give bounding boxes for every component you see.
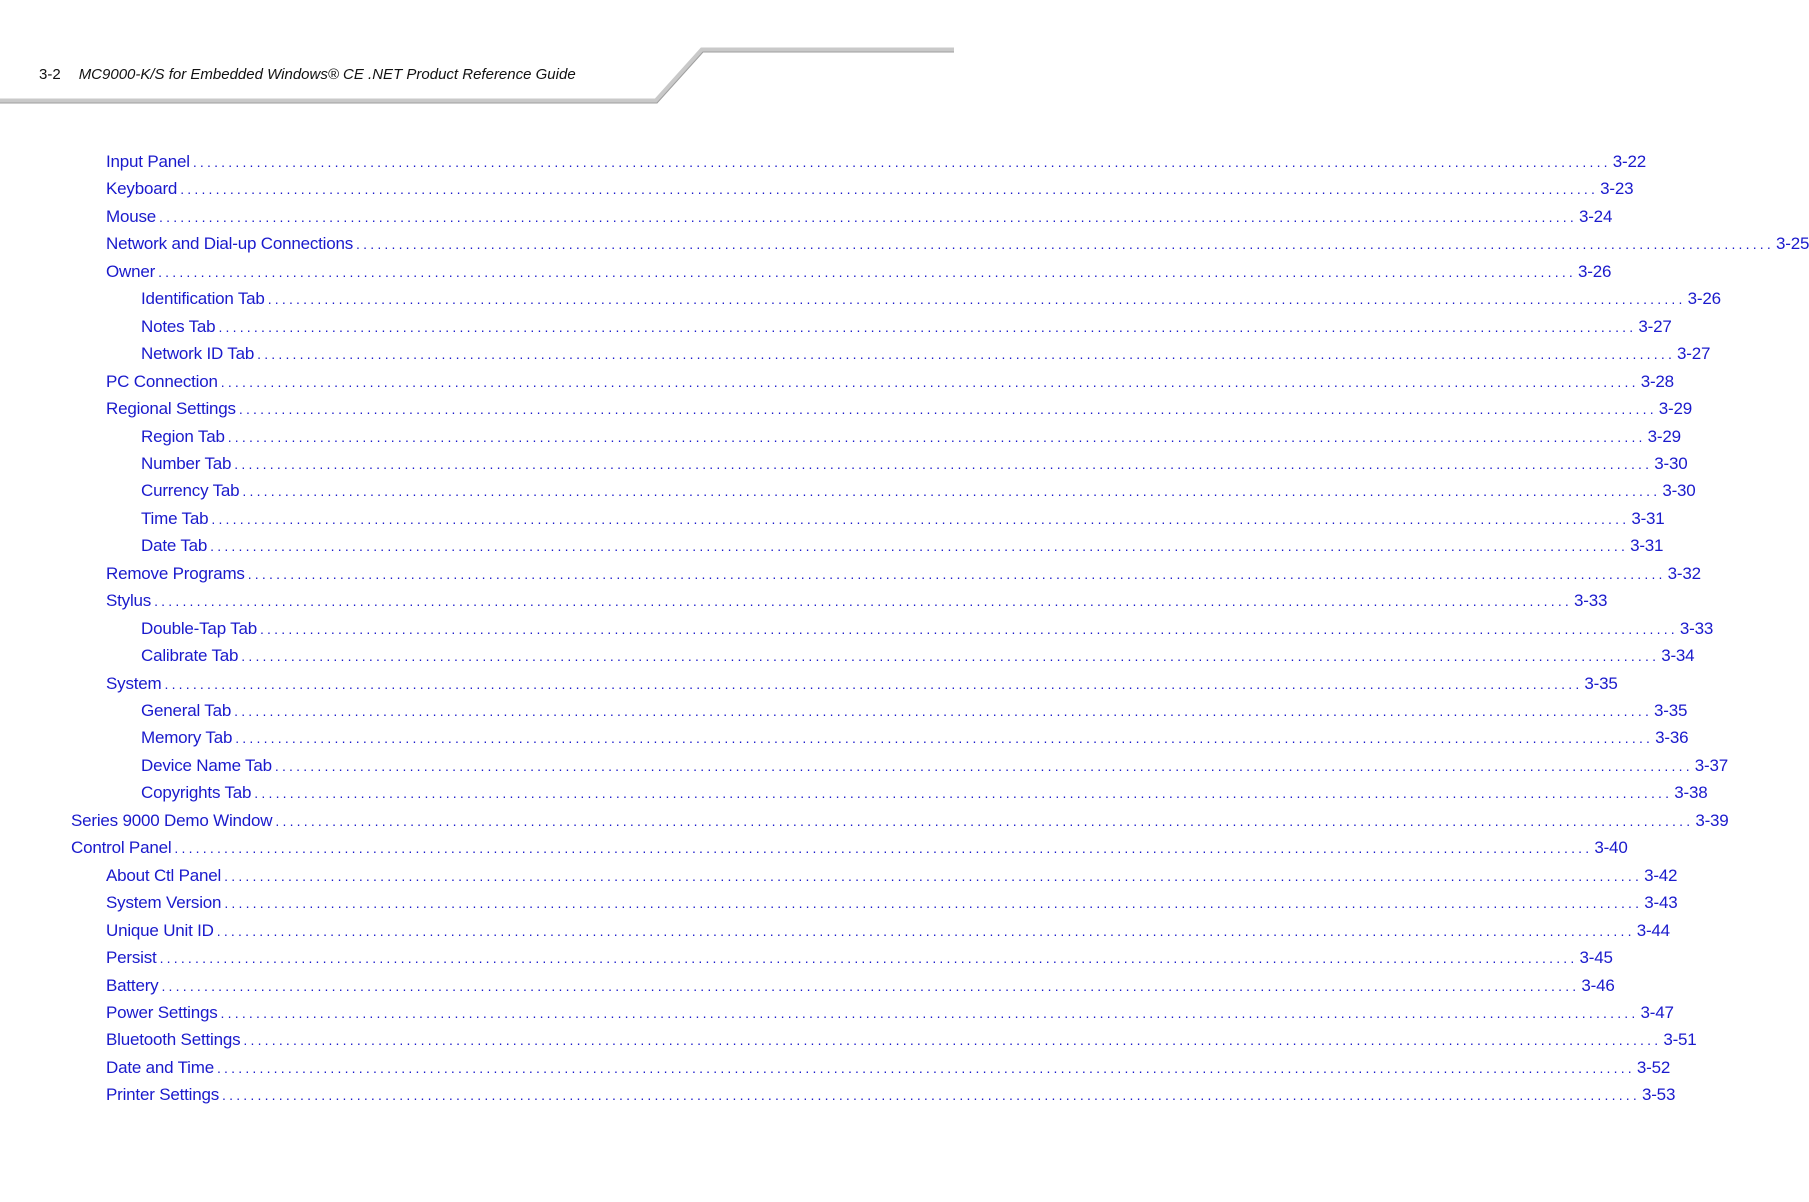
toc-entry-label: Network ID Tab bbox=[141, 344, 255, 364]
toc-dot-leader: ........................................................................................................................................................................................................ bbox=[164, 675, 1583, 692]
toc-entry-label: Copyrights Tab bbox=[141, 783, 252, 803]
toc-entry[interactable] bbox=[141, 536, 1664, 560]
toc-entry[interactable] bbox=[106, 1030, 1697, 1054]
toc-dot-leader: ........................................................................................................................................................................................................ bbox=[227, 428, 1646, 445]
toc-dot-leader: ........................................................................................................................................................................................................ bbox=[242, 483, 1661, 500]
toc-entry-label: Stylus bbox=[106, 591, 152, 611]
toc-entry[interactable] bbox=[106, 673, 1618, 698]
toc-dot-leader: ........................................................................................................................................................................................................ bbox=[161, 977, 1580, 994]
toc-entry[interactable] bbox=[106, 399, 1693, 423]
toc-entry[interactable] bbox=[106, 261, 1612, 286]
toc-entry-label: Network and Dial-up Connections bbox=[106, 234, 354, 254]
toc-entry[interactable] bbox=[106, 206, 1613, 231]
toc-entry-page: 3-33 bbox=[1679, 618, 1714, 638]
toc-entry-label: Currency Tab bbox=[141, 481, 240, 501]
toc-entry[interactable] bbox=[106, 865, 1678, 890]
toc-dot-leader: ........................................................................................................................................................................................................ bbox=[241, 648, 1660, 665]
toc-entry-page: 3-25 bbox=[1775, 234, 1809, 254]
toc-entry-label: System bbox=[106, 673, 162, 693]
toc-dot-leader: ........................................................................................................................................................................................................ bbox=[259, 620, 1678, 637]
toc-entry[interactable] bbox=[141, 481, 1696, 505]
toc-entry[interactable] bbox=[141, 728, 1689, 752]
toc-entry-page: 3-27 bbox=[1638, 316, 1672, 336]
toc-entry-page: 3-30 bbox=[1662, 481, 1696, 501]
toc-entry-page: 3-34 bbox=[1661, 646, 1695, 666]
toc-dot-leader: ........................................................................................................................................................................................................ bbox=[220, 1004, 1639, 1021]
toc-entry-label: Input Panel bbox=[106, 152, 190, 171]
toc-dot-leader: ........................................................................................................................................................................................................ bbox=[254, 785, 1673, 802]
toc-entry[interactable] bbox=[106, 234, 1809, 258]
toc-entry[interactable] bbox=[141, 289, 1721, 313]
toc-entry-page: 3-23 bbox=[1600, 179, 1634, 199]
toc-entry[interactable] bbox=[106, 179, 1634, 203]
toc-entry-page: 3-26 bbox=[1687, 289, 1721, 309]
toc-entry[interactable] bbox=[106, 948, 1613, 972]
toc-entry[interactable] bbox=[106, 1085, 1676, 1109]
toc-entry-page: 3-31 bbox=[1630, 536, 1664, 556]
toc-dot-leader: ........................................................................................................................................................................................................ bbox=[159, 208, 1577, 225]
toc-entry-page: 3-22 bbox=[1612, 152, 1646, 171]
toc-entry-page: 3-51 bbox=[1663, 1030, 1697, 1050]
toc-entry-page: 3-38 bbox=[1674, 783, 1708, 803]
toc-entry[interactable] bbox=[71, 838, 1628, 862]
toc-entry[interactable] bbox=[141, 426, 1681, 451]
toc-dot-leader: ........................................................................................................................................................................................................ bbox=[257, 346, 1676, 363]
toc-entry-page: 3-52 bbox=[1636, 1057, 1671, 1077]
toc-dot-leader: ........................................................................................................................................................................................................ bbox=[220, 373, 1639, 390]
toc-entry-label: Identification Tab bbox=[141, 289, 265, 309]
toc-entry-label: Series 9000 Demo Window bbox=[71, 810, 273, 830]
toc-entry-label: Power Settings bbox=[106, 1002, 218, 1022]
toc-entry-page: 3-40 bbox=[1594, 838, 1628, 858]
toc-entry-label: Time Tab bbox=[141, 508, 209, 528]
toc-entry-label: Date and Time bbox=[106, 1057, 214, 1077]
toc-entry-label: Mouse bbox=[106, 206, 157, 226]
toc-entry-label: Region Tab bbox=[141, 426, 225, 446]
toc-dot-leader: ........................................................................................................................................................................................................ bbox=[224, 867, 1643, 884]
toc-entry-page: 3-30 bbox=[1654, 453, 1688, 473]
toc-entry-label: Control Panel bbox=[71, 838, 172, 858]
toc-entry[interactable] bbox=[141, 618, 1714, 643]
toc-entry-page: 3-29 bbox=[1647, 426, 1681, 446]
toc-entry-page: 3-42 bbox=[1644, 865, 1678, 885]
toc-entry-page: 3-32 bbox=[1667, 563, 1701, 583]
toc-entry-page: 3-29 bbox=[1658, 399, 1693, 419]
toc-entry[interactable] bbox=[106, 975, 1615, 1000]
toc-entry-page: 3-35 bbox=[1654, 701, 1688, 720]
toc-entry[interactable] bbox=[106, 1002, 1674, 1027]
toc-entry-label: Device Name Tab bbox=[141, 755, 272, 775]
toc-entry-page: 3-35 bbox=[1584, 673, 1618, 693]
toc-dot-leader: ........................................................................................................................................................................................................ bbox=[159, 950, 1578, 967]
toc-entry-label: System Version bbox=[106, 893, 222, 913]
toc-entry-label: Date Tab bbox=[141, 536, 208, 556]
toc-entry-page: 3-43 bbox=[1644, 893, 1678, 913]
toc-entry-page: 3-36 bbox=[1655, 728, 1689, 748]
toc-entry-label: Regional Settings bbox=[106, 399, 236, 419]
toc-dot-leader: ........................................................................................................................................................................................................ bbox=[180, 181, 1599, 198]
toc-dot-leader: ........................................................................................................................................................................................................ bbox=[238, 401, 1657, 418]
toc-entry-label: General Tab bbox=[141, 701, 232, 720]
running-header bbox=[39, 66, 576, 83]
toc-dot-leader: ........................................................................................................................................................................................................ bbox=[218, 318, 1637, 335]
toc-entry-label: Battery bbox=[106, 975, 159, 995]
toc-entry[interactable] bbox=[106, 1057, 1671, 1082]
toc-dot-leader: ........................................................................................................................................................................................................ bbox=[158, 263, 1577, 280]
toc-dot-leader: ........................................................................................................................................................................................................ bbox=[210, 538, 1629, 555]
toc-entry-page: 3-45 bbox=[1579, 948, 1613, 968]
toc-entry[interactable] bbox=[106, 591, 1608, 615]
toc-dot-leader: ........................................................................................................................................................................................................ bbox=[216, 922, 1635, 939]
toc-entry-label: Calibrate Tab bbox=[141, 646, 239, 666]
toc-entry-label: About Ctl Panel bbox=[106, 865, 222, 885]
toc-entry-label: Printer Settings bbox=[106, 1085, 220, 1105]
toc-dot-leader: ........................................................................................................................................................................................................ bbox=[211, 510, 1630, 527]
toc-entry[interactable] bbox=[106, 371, 1674, 396]
toc-entry[interactable] bbox=[106, 152, 1646, 176]
toc-entry-label: Bluetooth Settings bbox=[106, 1030, 241, 1050]
toc-entry[interactable] bbox=[106, 893, 1678, 917]
toc-entry-page: 3-31 bbox=[1631, 508, 1665, 528]
toc-entry-label: Memory Tab bbox=[141, 728, 233, 748]
toc-dot-leader: ........................................................................................................................................................................................................ bbox=[154, 593, 1573, 610]
toc-dot-leader: ........................................................................................................................................................................................................ bbox=[174, 840, 1593, 857]
toc-dot-leader: ........................................................................................................................................................................................................ bbox=[222, 1087, 1640, 1104]
toc-entry-label: Owner bbox=[106, 261, 156, 281]
toc-dot-leader: ........................................................................................................................................................................................................ bbox=[234, 455, 1653, 472]
toc-entry-label: Persist bbox=[106, 948, 157, 968]
toc-entry-page: 3-39 bbox=[1695, 810, 1729, 830]
toc-entry-page: 3-37 bbox=[1694, 755, 1729, 775]
toc-entry-label: Number Tab bbox=[141, 453, 232, 473]
toc-entry[interactable] bbox=[141, 344, 1711, 368]
toc-entry[interactable] bbox=[141, 701, 1688, 725]
toc-entry[interactable] bbox=[141, 453, 1688, 478]
toc-dot-leader: ........................................................................................................................................................................................................ bbox=[243, 1032, 1662, 1049]
toc-dot-leader: ........................................................................................................................................................................................................ bbox=[274, 757, 1693, 774]
header-guide-title: MC9000-K/S for Embedded Windows® CE .NET Product Reference Guide bbox=[78, 66, 576, 83]
toc-entry-label: PC Connection bbox=[106, 371, 218, 391]
toc-dot-leader: ........................................................................................................................................................................................................ bbox=[192, 154, 1611, 170]
toc-entry[interactable] bbox=[141, 755, 1729, 780]
toc-entry-page: 3-47 bbox=[1640, 1002, 1674, 1022]
toc-entry-page: 3-28 bbox=[1640, 371, 1674, 391]
toc-dot-leader: ........................................................................................................................................................................................................ bbox=[216, 1059, 1635, 1076]
toc-dot-leader: ........................................................................................................................................................................................................ bbox=[224, 895, 1643, 912]
toc-entry-page: 3-24 bbox=[1578, 206, 1613, 226]
toc-entry[interactable] bbox=[141, 316, 1672, 341]
toc-entry-label: Remove Programs bbox=[106, 563, 245, 583]
toc-dot-leader: ........................................................................................................................................................................................................ bbox=[267, 291, 1686, 308]
toc-entry-page: 3-33 bbox=[1574, 591, 1608, 611]
toc-entry[interactable] bbox=[106, 563, 1701, 588]
toc-entry[interactable] bbox=[141, 508, 1665, 533]
toc-dot-leader: ........................................................................................................................................................................................................ bbox=[234, 703, 1653, 719]
toc-entry[interactable] bbox=[141, 783, 1708, 807]
toc-entry-page: 3-27 bbox=[1677, 344, 1711, 364]
header-rule-graphic bbox=[0, 0, 954, 110]
toc-entry-label: Notes Tab bbox=[141, 316, 216, 336]
toc-entry[interactable] bbox=[141, 646, 1695, 670]
header-page-number: 3-2 bbox=[39, 66, 61, 83]
toc-dot-leader: ........................................................................................................................................................................................................ bbox=[247, 565, 1666, 582]
toc-dot-leader: ........................................................................................................................................................................................................ bbox=[275, 812, 1694, 829]
toc-dot-leader: ........................................................................................................................................................................................................ bbox=[235, 730, 1654, 747]
toc-entry[interactable] bbox=[106, 920, 1670, 945]
toc-entry-page: 3-44 bbox=[1636, 920, 1670, 940]
toc-entry-label: Unique Unit ID bbox=[106, 920, 214, 940]
toc-entry-page: 3-46 bbox=[1581, 975, 1615, 995]
toc-entry-page: 3-26 bbox=[1578, 261, 1612, 281]
toc-entry[interactable] bbox=[71, 810, 1729, 835]
toc-entry-label: Keyboard bbox=[106, 179, 178, 199]
toc-dot-leader: ........................................................................................................................................................................................................ bbox=[356, 236, 1774, 253]
toc-entry-page: 3-53 bbox=[1641, 1085, 1676, 1105]
toc-entry-label: Double-Tap Tab bbox=[141, 618, 257, 638]
